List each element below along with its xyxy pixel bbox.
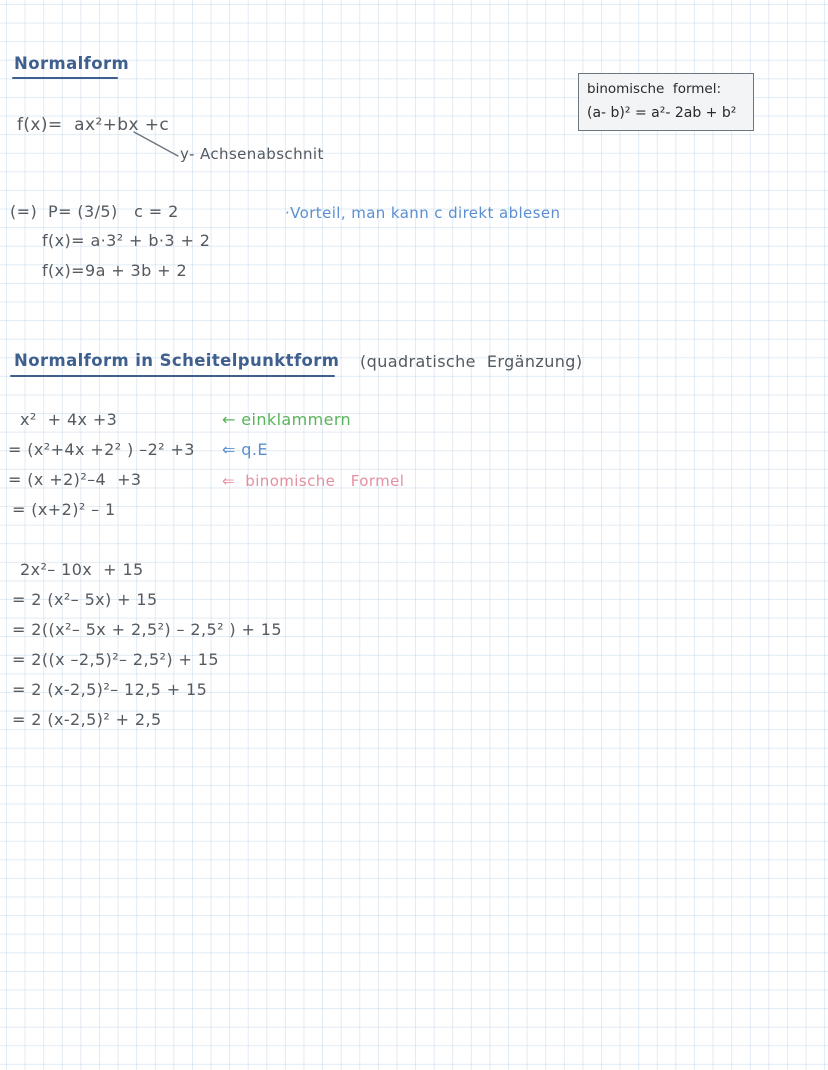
exampleA-annotation-binomische-formel: ⇐ binomische Formel [222, 472, 405, 490]
exampleB-line-5: = 2 (x-2,5)²– 12,5 + 15 [12, 680, 208, 699]
exampleB-line-6: = 2 (x-2,5)² + 2,5 [12, 710, 162, 729]
general-form-expression: f(x)= ax²+bx +c [17, 115, 170, 135]
exampleB-line-2: = 2 (x²– 5x) + 15 [12, 590, 158, 609]
callout-y-intercept: y- Achsenabschnit [180, 145, 324, 163]
exampleA-annotation-qe: ⇐ q.E [222, 440, 268, 459]
example-point-line: (=) P= (3/5) c = 2 [10, 202, 179, 221]
example-substituted-line: f(x)= a·3² + b·3 + 2 [42, 231, 211, 250]
heading-scheitelpunktform-underline [10, 375, 335, 377]
exampleA-line-3: = (x +2)²–4 +3 [8, 470, 142, 489]
heading-scheitelpunktform: Normalform in Scheitelpunktform [14, 351, 340, 370]
exampleB-line-4: = 2((x –2,5)²– 2,5²) + 15 [12, 650, 219, 669]
binomial-formula-title: binomische formel: [587, 81, 722, 97]
advantage-note: ·Vorteil, man kann c direkt ablesen [285, 204, 561, 222]
example-simplified-line: f(x)=9a + 3b + 2 [42, 261, 188, 280]
heading-scheitelpunktform-note: (quadratische Ergänzung) [360, 352, 583, 371]
exampleA-line-1: x² + 4x +3 [20, 410, 118, 429]
exampleA-line-2: = (x²+4x +2² ) –2² +3 [8, 440, 195, 459]
exampleA-annotation-einklammern: ← einklammern [222, 410, 352, 429]
heading-normalform: Normalform [14, 54, 130, 73]
exampleB-line-3: = 2((x²– 5x + 2,5²) – 2,5² ) + 15 [12, 620, 282, 639]
exampleB-line-1: 2x²– 10x + 15 [20, 560, 144, 579]
binomial-formula-box [578, 73, 754, 131]
binomial-formula-text: (a- b)² = a²- 2ab + b² [587, 105, 737, 121]
heading-normalform-underline [12, 77, 118, 79]
exampleA-line-4: = (x+2)² – 1 [12, 500, 116, 519]
